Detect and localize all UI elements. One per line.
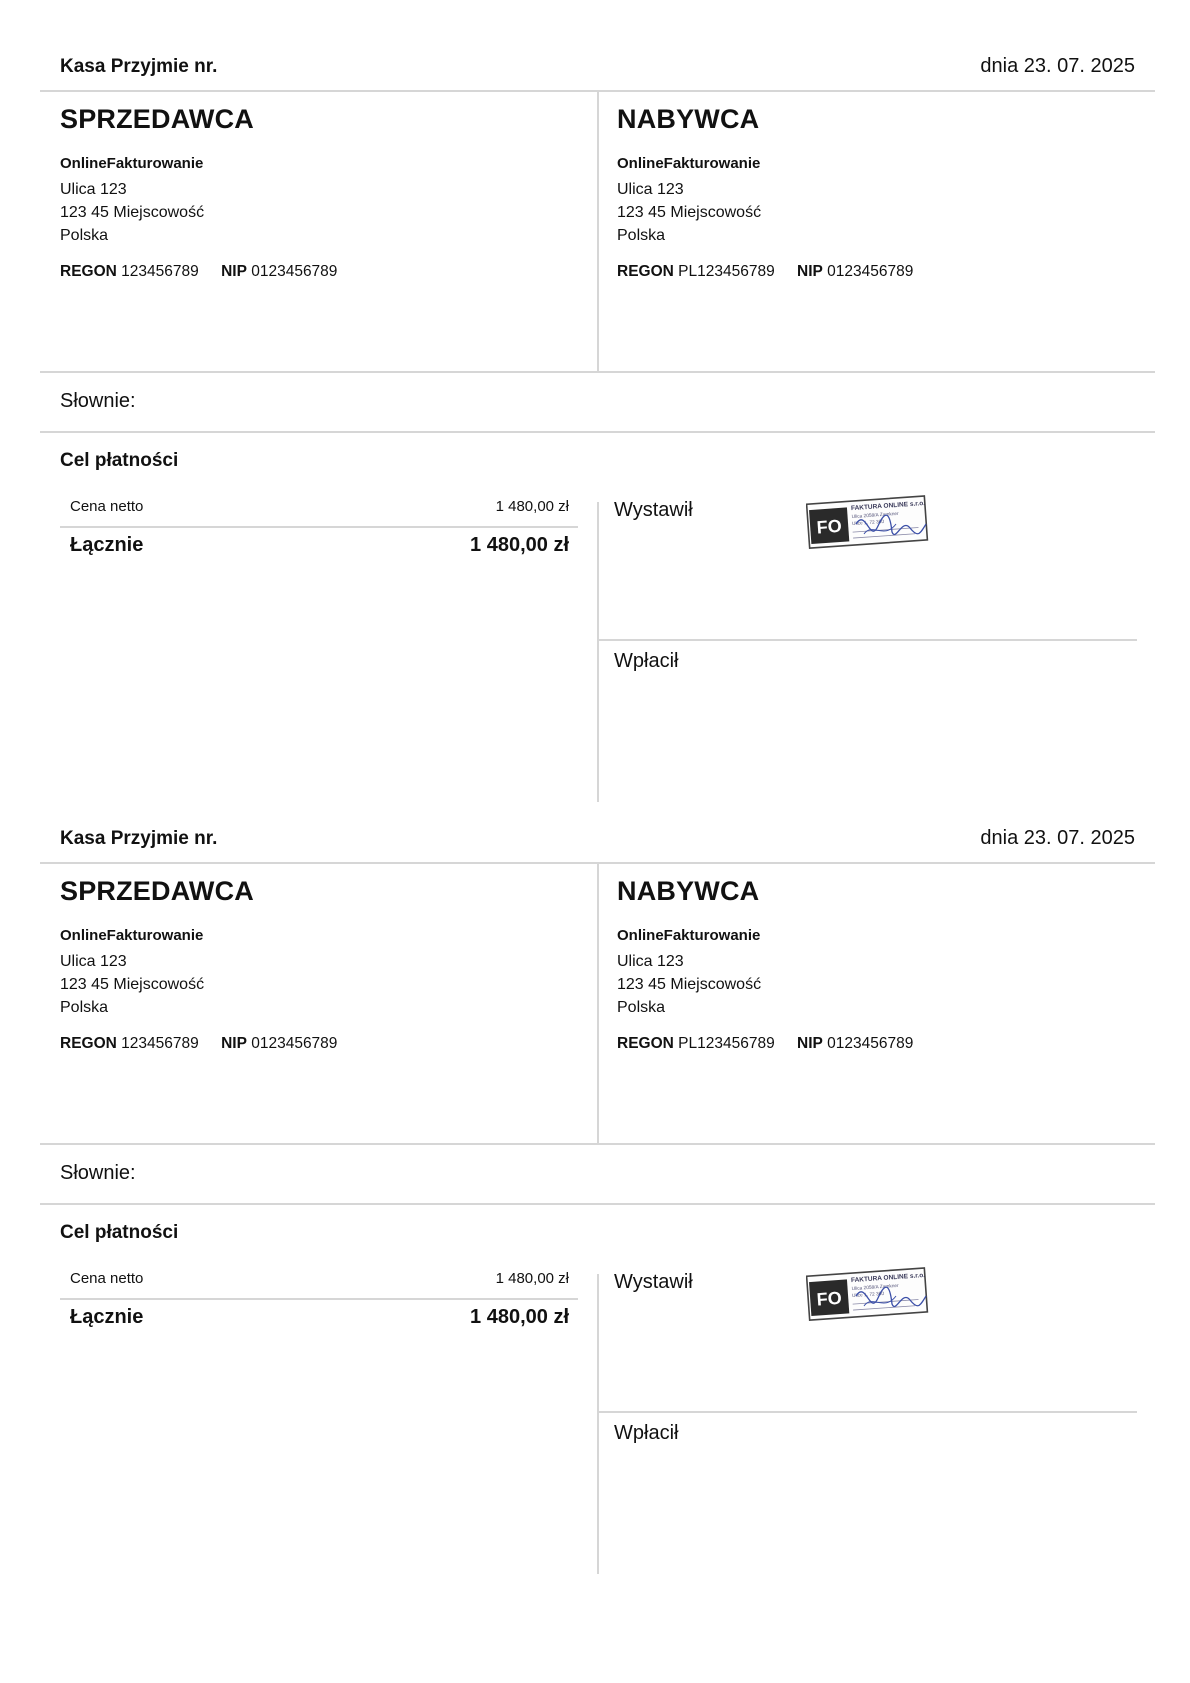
divider (40, 1203, 1155, 1205)
receipt-2 (0, 772, 1190, 1552)
net-price-row (60, 498, 578, 528)
amount-in-words-label: Słownie: (60, 390, 136, 412)
seller-regon-label: REGON (60, 263, 117, 280)
seller-street: Ulica 123 (60, 181, 127, 198)
seller-name: OnlineFakturowanie (60, 155, 204, 172)
receipt-1 (0, 0, 1190, 780)
amount-in-words-label: Słownie: (60, 1162, 136, 1184)
company-stamp-image (806, 1266, 930, 1322)
paid-by-label: Wpłacił (614, 650, 679, 672)
buyer-name: OnlineFakturowanie (617, 927, 761, 944)
seller-country: Polska (60, 227, 109, 244)
seller-city: 123 45 Miejscowość (60, 204, 205, 221)
stamp-logo: FO (816, 515, 843, 538)
buyer-name: OnlineFakturowanie (617, 155, 761, 172)
buyer-street: Ulica 123 (617, 181, 684, 198)
buyer-city: 123 45 Miejscowość (617, 204, 762, 221)
seller-nip-label: NIP (221, 1035, 247, 1052)
buyer-street: Ulica 123 (617, 953, 684, 970)
seller-regon: 123456789 (121, 263, 199, 280)
divider (40, 431, 1155, 433)
receipt-date: dnia 23. 07. 2025 (980, 827, 1135, 849)
issued-by-label: Wystawił (614, 499, 693, 521)
buyer-city: 123 45 Miejscowość (617, 976, 762, 993)
net-price-label: Cena netto (70, 498, 144, 515)
issued-by-label: Wystawił (614, 1271, 693, 1293)
receipt-title: Kasa Przyjmie nr. (60, 828, 218, 849)
seller-name: OnlineFakturowanie (60, 927, 204, 944)
stamp-line-2: Ulice 1, 72 360 (851, 1291, 885, 1300)
seller-nip: 0123456789 (251, 1035, 338, 1052)
total-value: 1 480,00 zł (470, 534, 569, 556)
stamp-line-2: Ulice 1, 72 360 (851, 519, 885, 528)
buyer-nip: 0123456789 (827, 263, 914, 280)
divider (40, 1143, 1155, 1145)
seller-city: 123 45 Miejscowość (60, 976, 205, 993)
receipt-date: dnia 23. 07. 2025 (980, 55, 1135, 77)
seller-nip-label: NIP (221, 263, 247, 280)
divider (597, 863, 599, 1143)
seller-block (60, 104, 560, 281)
seller-regon-label: REGON (60, 1035, 117, 1052)
buyer-nip-label: NIP (797, 263, 823, 280)
buyer-nip: 0123456789 (827, 1035, 914, 1052)
seller-block (60, 876, 560, 1053)
seller-heading: SPRZEDAWCA (60, 876, 255, 906)
payment-purpose-label: Cel płatności (60, 1222, 179, 1243)
stamp-company: FAKTURA ONLINE s.r.o. (850, 1271, 926, 1285)
total-label: Łącznie (70, 1306, 144, 1328)
buyer-country: Polska (617, 227, 666, 244)
company-stamp-image (806, 494, 930, 550)
divider (597, 91, 599, 371)
divider (597, 502, 599, 802)
buyer-regon: PL123456789 (678, 1035, 775, 1052)
net-price-label: Cena netto (70, 1270, 144, 1287)
buyer-regon-label: REGON (617, 263, 674, 280)
net-price-value: 1 480,00 zł (495, 1270, 569, 1287)
buyer-regon: PL123456789 (678, 263, 775, 280)
stamp-line-1: Ulica 2058/A Zamkner (851, 511, 899, 521)
paid-by-label: Wpłacił (614, 1422, 679, 1444)
seller-country: Polska (60, 999, 109, 1016)
net-price-row (60, 1270, 578, 1300)
seller-street: Ulica 123 (60, 953, 127, 970)
divider (597, 639, 1137, 641)
divider (597, 1411, 1137, 1413)
net-price-value: 1 480,00 zł (495, 498, 569, 515)
stamp-company: FAKTURA ONLINE s.r.o. (850, 499, 926, 513)
divider (597, 1274, 599, 1574)
divider (40, 371, 1155, 373)
seller-nip: 0123456789 (251, 263, 338, 280)
stamp-line-1: Ulica 2058/A Zamkner (851, 1283, 899, 1293)
buyer-heading: NABYWCA (617, 876, 760, 906)
buyer-block (617, 876, 1117, 1053)
buyer-block (617, 104, 1117, 281)
seller-heading: SPRZEDAWCA (60, 104, 255, 134)
seller-regon: 123456789 (121, 1035, 199, 1052)
buyer-country: Polska (617, 999, 666, 1016)
total-label: Łącznie (70, 534, 144, 556)
receipt-title: Kasa Przyjmie nr. (60, 56, 218, 77)
total-value: 1 480,00 zł (470, 1306, 569, 1328)
buyer-regon-label: REGON (617, 1035, 674, 1052)
buyer-heading: NABYWCA (617, 104, 760, 134)
buyer-nip-label: NIP (797, 1035, 823, 1052)
stamp-logo: FO (816, 1287, 843, 1310)
payment-purpose-label: Cel płatności (60, 450, 179, 471)
